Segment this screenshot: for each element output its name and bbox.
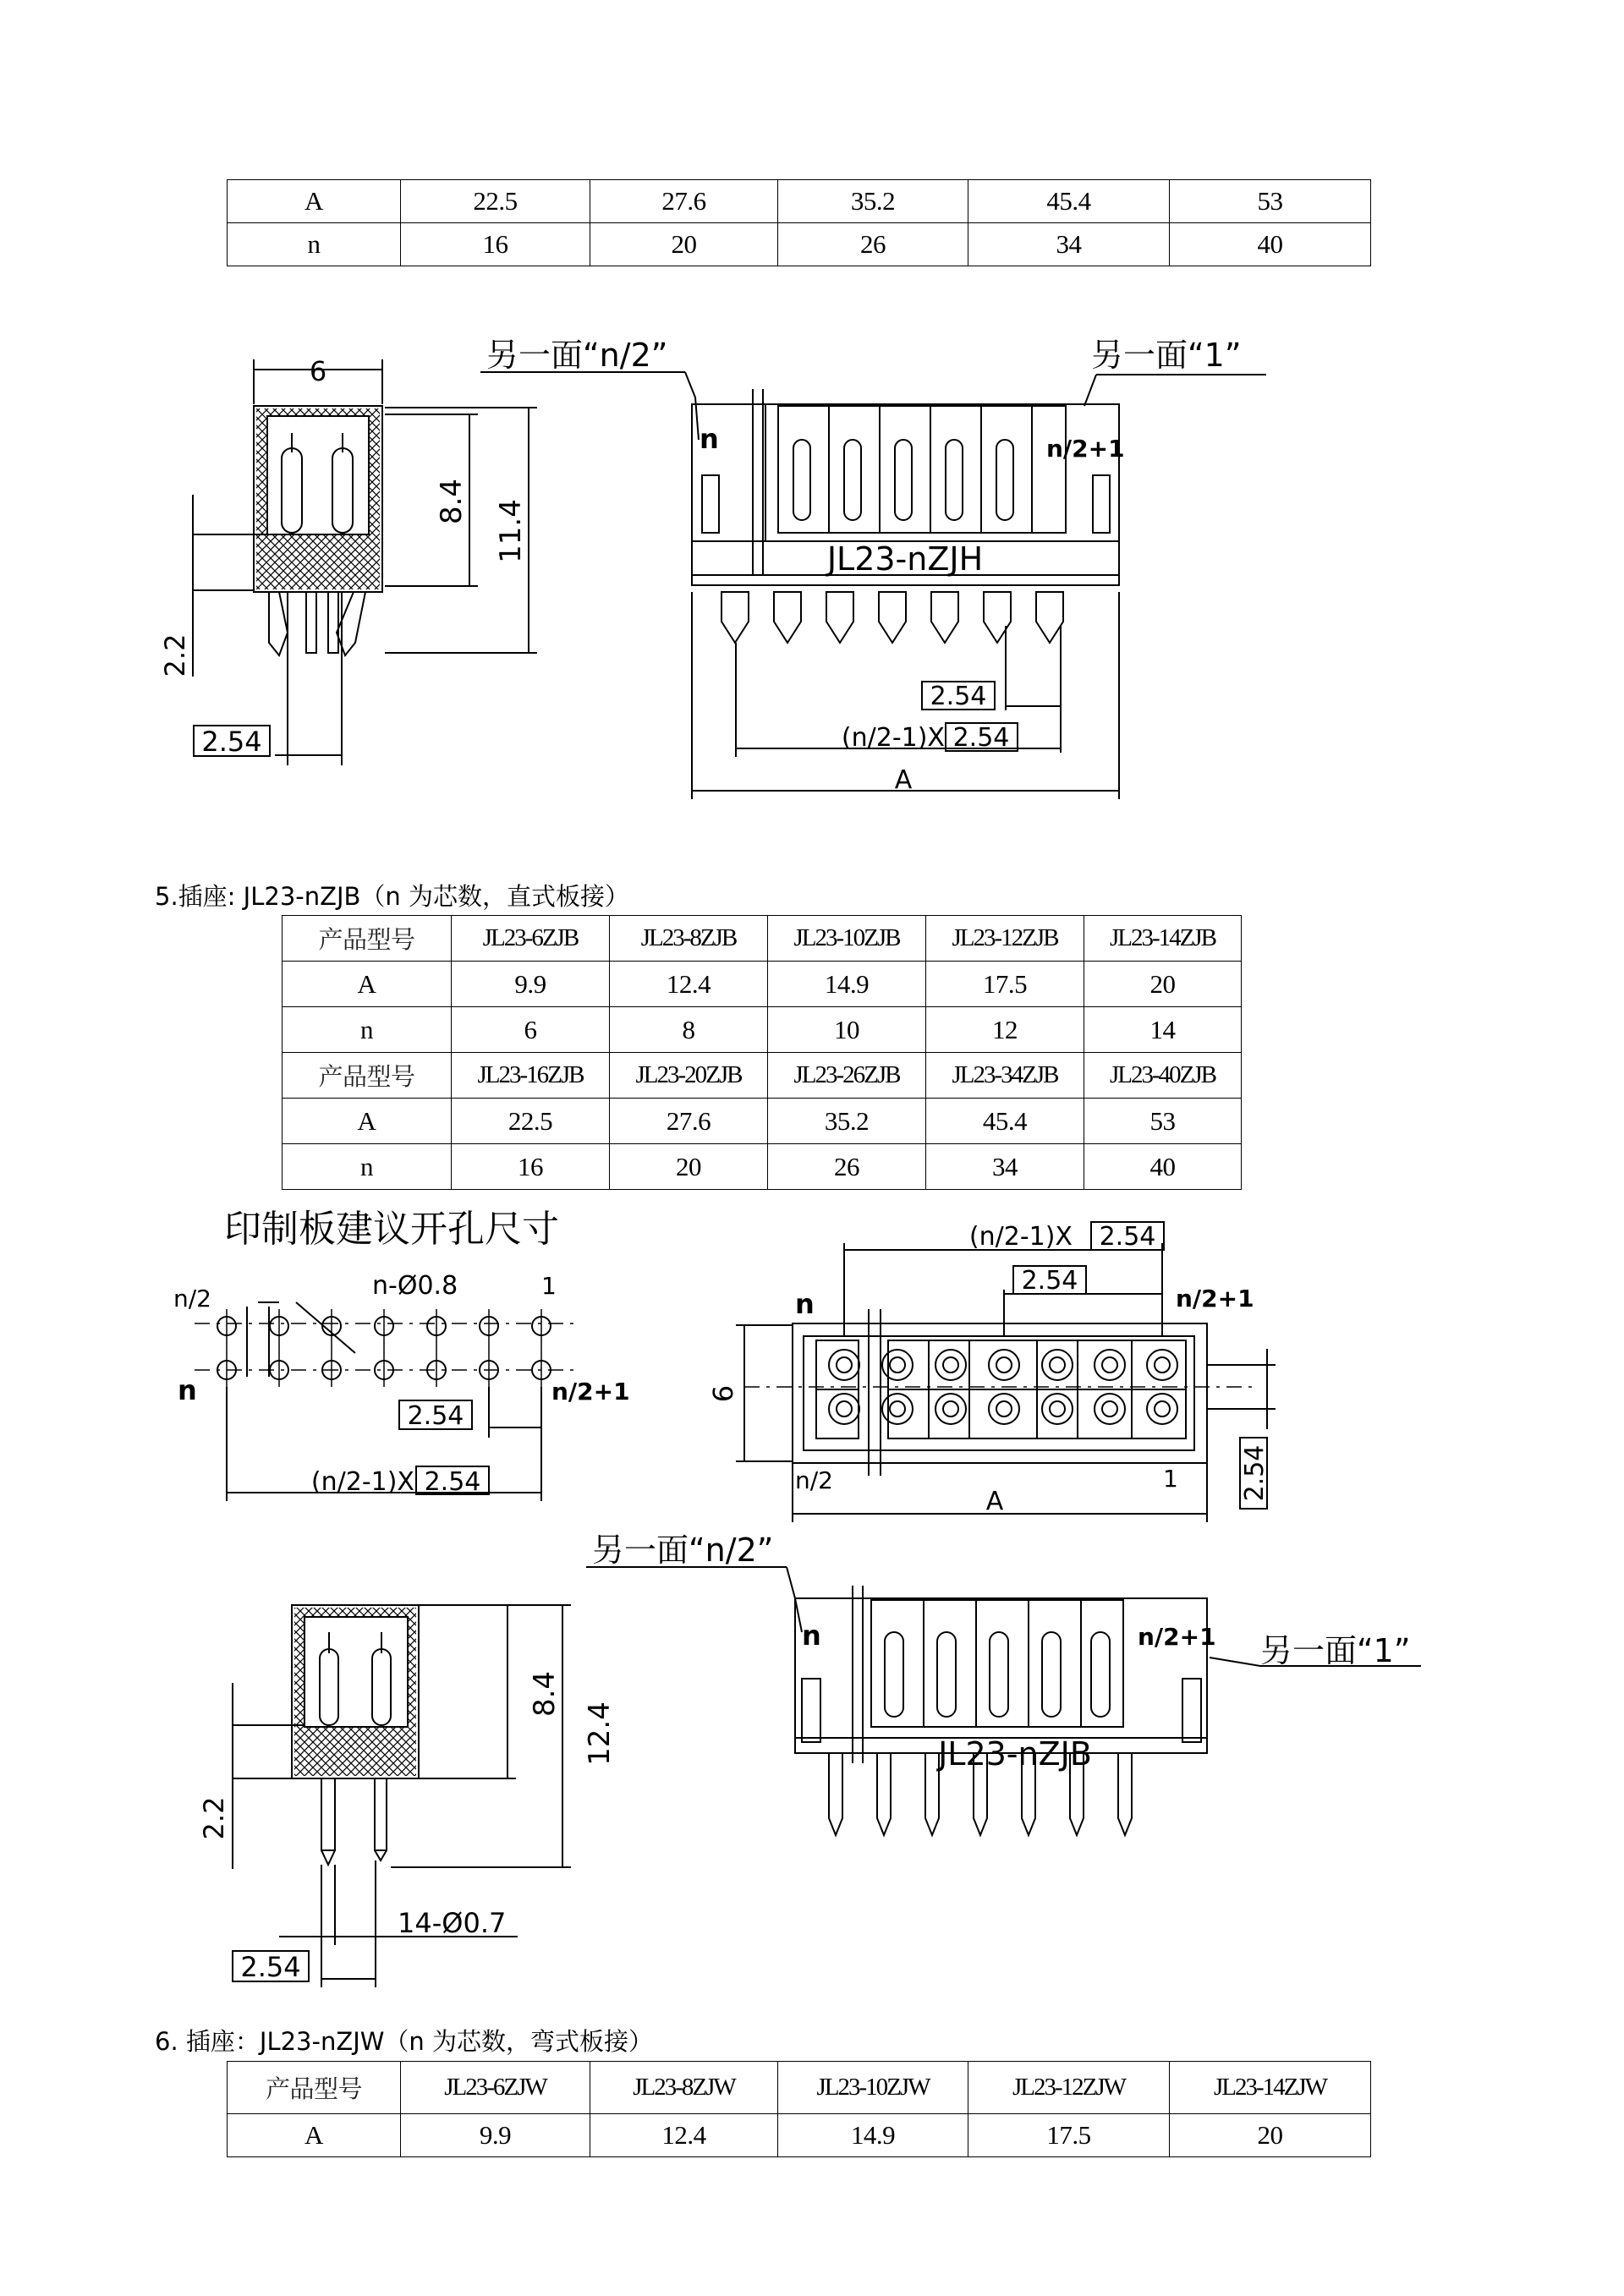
table-row: n 16 20 26 34 40 (228, 223, 1371, 266)
section-5-heading: 5.插座: JL23-nZJB（n 为芯数，直式板接） (155, 882, 630, 911)
zjb-pin-diameter: 14-Ø0.7 (398, 1907, 507, 1939)
top-pitch-dim: 2.54 (1021, 1266, 1078, 1296)
pin-label-n: n (700, 423, 719, 455)
table-row: n 16 20 26 34 40 (283, 1144, 1242, 1190)
table-row: 产品型号 JL23-6ZJW JL23-8ZJW JL23-10ZJW JL23-12ZJW JL23-14ZJW (228, 2062, 1371, 2114)
dim-width: 6 (309, 355, 327, 387)
pcb-hole-label: n-Ø0.8 (372, 1271, 458, 1301)
dim-pitch: 2.54 (930, 682, 987, 711)
pcb-pitch-dim: 2.54 (407, 1401, 464, 1431)
model-marking: JL23-nZJH (826, 540, 984, 578)
table-row: 产品型号 JL23-6ZJB JL23-8ZJB JL23-10ZJB JL23-12ZJB JL23-14ZJB (283, 916, 1242, 962)
pin-label-n2plus1: n/2+1 (1046, 435, 1125, 463)
table-row: A 9.9 12.4 14.9 17.5 20 (228, 2114, 1371, 2157)
top-span-prefix: (n/2-1)X (968, 1222, 1073, 1252)
zjb-dim-inner-height: 8.4 (528, 1670, 562, 1718)
zjb-pin-label-n: n (802, 1619, 821, 1652)
zjw-model-table (227, 2061, 1371, 2157)
pcb-label-n2: n/2 (173, 1285, 211, 1312)
zjb-dim-pin-length: 2.2 (198, 1796, 230, 1840)
top-label-1: 1 (1163, 1465, 1178, 1493)
pcb-span-prefix: (n/2-1)X (310, 1467, 414, 1497)
zjb-dim-pitch: 2.54 (240, 1951, 301, 1983)
table-row: A 22.5 27.6 35.2 45.4 53 (283, 1099, 1242, 1144)
top-right-pitch: 2.54 (1240, 1444, 1270, 1502)
zjb-dim-total-height: 12.4 (583, 1701, 617, 1766)
top-label-n: n (795, 1288, 815, 1320)
top-label-n2plus1: n/2+1 (1176, 1285, 1254, 1312)
top-label-n2: n/2 (795, 1466, 833, 1494)
dim-span-prefix: (n/2-1)X (841, 723, 945, 753)
zjb-note-other-side-1: 另一面“1” (1260, 1632, 1411, 1669)
table-row: A 22.5 27.6 35.2 45.4 53 (228, 180, 1371, 223)
pcb-title: 印制板建议开孔尺寸 (224, 1208, 559, 1251)
pcb-span-value: 2.54 (424, 1467, 481, 1497)
dim-total-a: A (894, 765, 913, 795)
pcb-label-n2plus1: n/2+1 (551, 1378, 630, 1406)
dim-pin-length: 2.2 (159, 633, 191, 677)
table-row: 产品型号 JL23-16ZJB JL23-20ZJB JL23-26ZJB JL23-34ZJB JL23-40ZJB (283, 1053, 1242, 1099)
top-width-dim: 6 (707, 1384, 739, 1403)
dim-pitch: 2.54 (201, 726, 262, 758)
dim-span-value: 2.54 (952, 723, 1010, 753)
note-other-side-1: 另一面“1” (1091, 337, 1242, 374)
dim-total-height: 11.4 (494, 499, 528, 563)
dim-inner-height: 8.4 (435, 478, 469, 525)
table-row: A 9.9 12.4 14.9 17.5 20 (283, 962, 1242, 1007)
pcb-label-n: n (178, 1374, 197, 1406)
pcb-label-1: 1 (541, 1272, 557, 1300)
top-total-a: A (985, 1487, 1004, 1516)
zjb-model-marking: JL23-nZJB (938, 1735, 1092, 1773)
zjb-pin-label-n2plus1: n/2+1 (1138, 1623, 1216, 1651)
table-row: n 6 8 10 12 14 (283, 1007, 1242, 1053)
top-span-value: 2.54 (1099, 1222, 1156, 1252)
zjb-model-table (282, 915, 1242, 1190)
dimension-table-top (227, 179, 1371, 266)
note-other-side-n2: 另一面“n/2” (486, 337, 668, 374)
section-6-heading: 6. 插座：JL23-nZJW（n 为芯数，弯式板接） (155, 2027, 654, 2056)
zjb-note-other-side-n2: 另一面“n/2” (592, 1532, 774, 1569)
